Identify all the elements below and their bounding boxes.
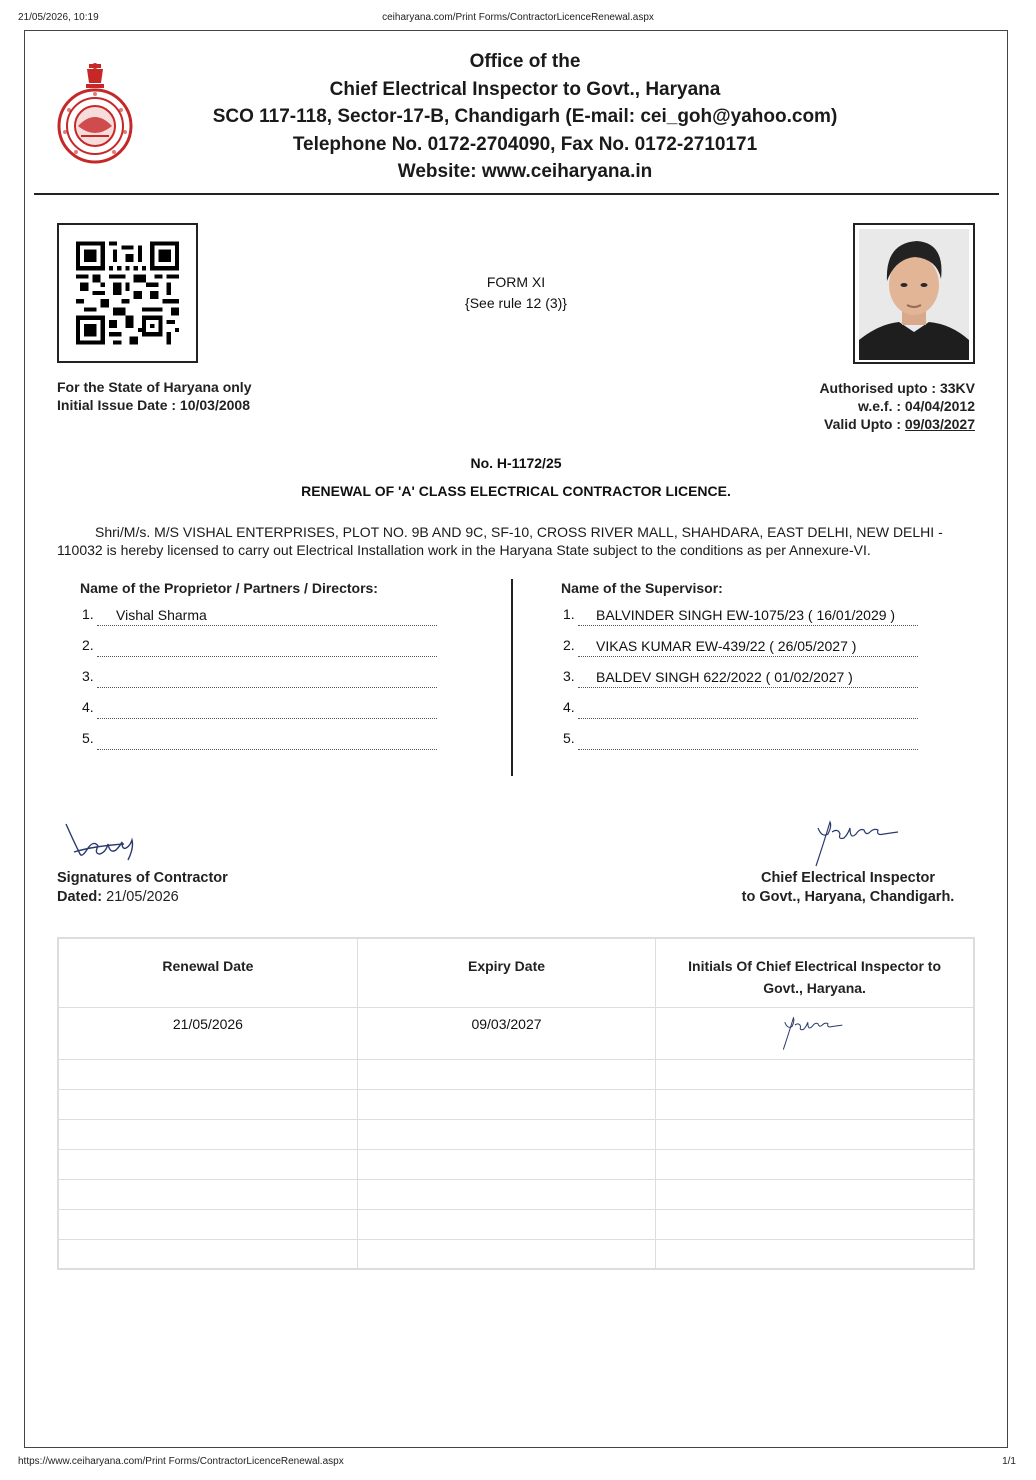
table-row	[58, 1149, 974, 1179]
supervisor-name: BALDEV SINGH 622/2022 ( 01/02/2027 )	[578, 668, 918, 688]
footer-page: 1/1	[1002, 1456, 1016, 1467]
state-info	[57, 378, 251, 414]
expiry-date-cell: 09/03/2027	[357, 1007, 655, 1059]
valid-upto-date: 09/03/2027	[904, 416, 975, 432]
cei-signature-icon	[810, 818, 910, 868]
row-number: 4.	[563, 699, 575, 715]
proprietor-name	[97, 730, 437, 750]
wef-date: w.e.f. : 04/04/2012	[858, 398, 975, 414]
licence-title: RENEWAL OF 'A' CLASS ELECTRICAL CONTRACTOR LICENCE.	[301, 483, 731, 499]
row-number: 4.	[82, 699, 94, 715]
authorised-upto: Authorised upto : 33KV	[819, 380, 975, 396]
proprietors-heading: Name of the Proprietor / Partners / Directors:	[80, 580, 378, 596]
office-telephone: Telephone No. 0172-2704090, Fax No. 0172-2710171	[292, 133, 758, 155]
row-number: 1.	[563, 606, 575, 622]
supervisor-row	[561, 699, 941, 730]
office-address: SCO 117-118, Sector-17-B, Chandigarh (E-mail: cei_goh@yahoo.com)	[212, 106, 838, 127]
table-row	[58, 1239, 974, 1269]
column-divider	[511, 579, 513, 776]
contractor-signature-icon	[62, 818, 162, 868]
person-photo-icon	[859, 229, 969, 360]
table-row	[58, 1089, 974, 1119]
expiry-date-header: Expiry Date	[357, 938, 655, 1007]
supervisor-row	[561, 637, 941, 668]
licence-number: No. H-1172/25	[470, 455, 562, 471]
cei-location: to Govt., Haryana, Chandigarh.	[741, 889, 955, 905]
proprietor-row	[80, 730, 460, 761]
dated-label: Dated:	[57, 889, 103, 905]
print-url: ceiharyana.com/Print Forms/ContractorLicenceRenewal.aspx	[382, 12, 654, 23]
proprietor-row	[80, 606, 460, 637]
renewal-date-header: Renewal Date	[58, 938, 357, 1007]
proprietor-name	[97, 699, 437, 719]
qr-code	[57, 223, 198, 363]
header-divider	[34, 193, 999, 195]
form-title: FORM XI	[486, 274, 546, 290]
print-datetime: 21/05/2026, 10:19	[18, 12, 99, 23]
row-number: 2.	[563, 637, 575, 653]
renewal-date-cell: 21/05/2026	[58, 1007, 357, 1059]
form-title-block	[416, 272, 616, 314]
valid-upto-label: Valid Upto :	[824, 416, 905, 432]
supervisors-section	[561, 580, 941, 761]
cei-title: Chief Electrical Inspector	[760, 870, 936, 886]
table-row	[58, 1179, 974, 1209]
supervisor-name: BALVINDER SINGH EW-1075/23 ( 16/01/2029 )	[578, 606, 918, 626]
row-number: 2.	[82, 637, 94, 653]
table-header-row	[58, 938, 974, 1007]
initials-signature-icon	[779, 1010, 851, 1056]
supervisor-row	[561, 668, 941, 699]
table-row	[58, 1209, 974, 1239]
valid-upto	[819, 415, 975, 433]
supervisor-name: VIKAS KUMAR EW-439/22 ( 26/05/2027 )	[578, 637, 918, 657]
licence-text: Shri/M/s. M/S VISHAL ENTERPRISES, PLOT NO. 9B AND 9C, SF-10, CROSS RIVER MALL, SHAHDARA, EAST DELHI, NEW DELHI - 110032 is hereby licensed to carry out Electrical Installation work in the Haryana State subject to the conditions as per Annexure-VI.	[57, 524, 943, 558]
proprietor-row	[80, 699, 460, 730]
cei-signature-block	[720, 869, 976, 907]
table-row	[58, 1007, 974, 1059]
proprietor-row	[80, 668, 460, 699]
supervisor-row	[561, 730, 941, 761]
dated-value: 21/05/2026	[102, 889, 179, 905]
initials-cell	[656, 1007, 974, 1059]
print-header	[0, 12, 1036, 26]
office-website: Website: www.ceiharyana.in	[397, 161, 653, 182]
supervisor-name	[578, 730, 918, 750]
table-row	[58, 1059, 974, 1089]
contractor-signature-label: Signatures of Contractor	[57, 870, 228, 886]
office-line-2: Chief Electrical Inspector to Govt., Haryana	[329, 78, 721, 100]
contractor-dated	[57, 888, 228, 907]
row-number: 5.	[82, 730, 94, 746]
contractor-photo	[853, 223, 975, 364]
initials-header: Initials Of Chief Electrical Inspector to Govt., Haryana.	[656, 938, 974, 1007]
contractor-signature-block	[57, 869, 228, 907]
authorisation-info	[819, 379, 975, 433]
initial-issue-date: Initial Issue Date : 10/03/2008	[57, 397, 250, 413]
row-number: 1.	[82, 606, 94, 622]
footer-url: https://www.ceiharyana.com/Print Forms/ContractorLicenceRenewal.aspx	[18, 1456, 344, 1467]
haryana-emblem-icon	[56, 60, 134, 166]
proprietor-name	[97, 637, 437, 657]
row-number: 3.	[82, 668, 94, 684]
renewal-table	[57, 937, 975, 1270]
proprietor-row	[80, 637, 460, 668]
table-row	[58, 1119, 974, 1149]
office-line-1: Office of the	[469, 51, 581, 72]
supervisor-row	[561, 606, 941, 637]
supervisors-heading: Name of the Supervisor:	[561, 580, 723, 596]
row-number: 3.	[563, 668, 575, 684]
proprietor-name	[97, 668, 437, 688]
office-header	[150, 48, 900, 186]
form-rule: {See rule 12 (3)}	[465, 295, 567, 311]
row-number: 5.	[563, 730, 575, 746]
proprietor-name: Vishal Sharma	[97, 606, 437, 626]
state-note: For the State of Haryana only	[57, 379, 252, 395]
qr-code-icon	[76, 239, 179, 347]
proprietors-section	[80, 580, 460, 761]
supervisor-name	[578, 699, 918, 719]
